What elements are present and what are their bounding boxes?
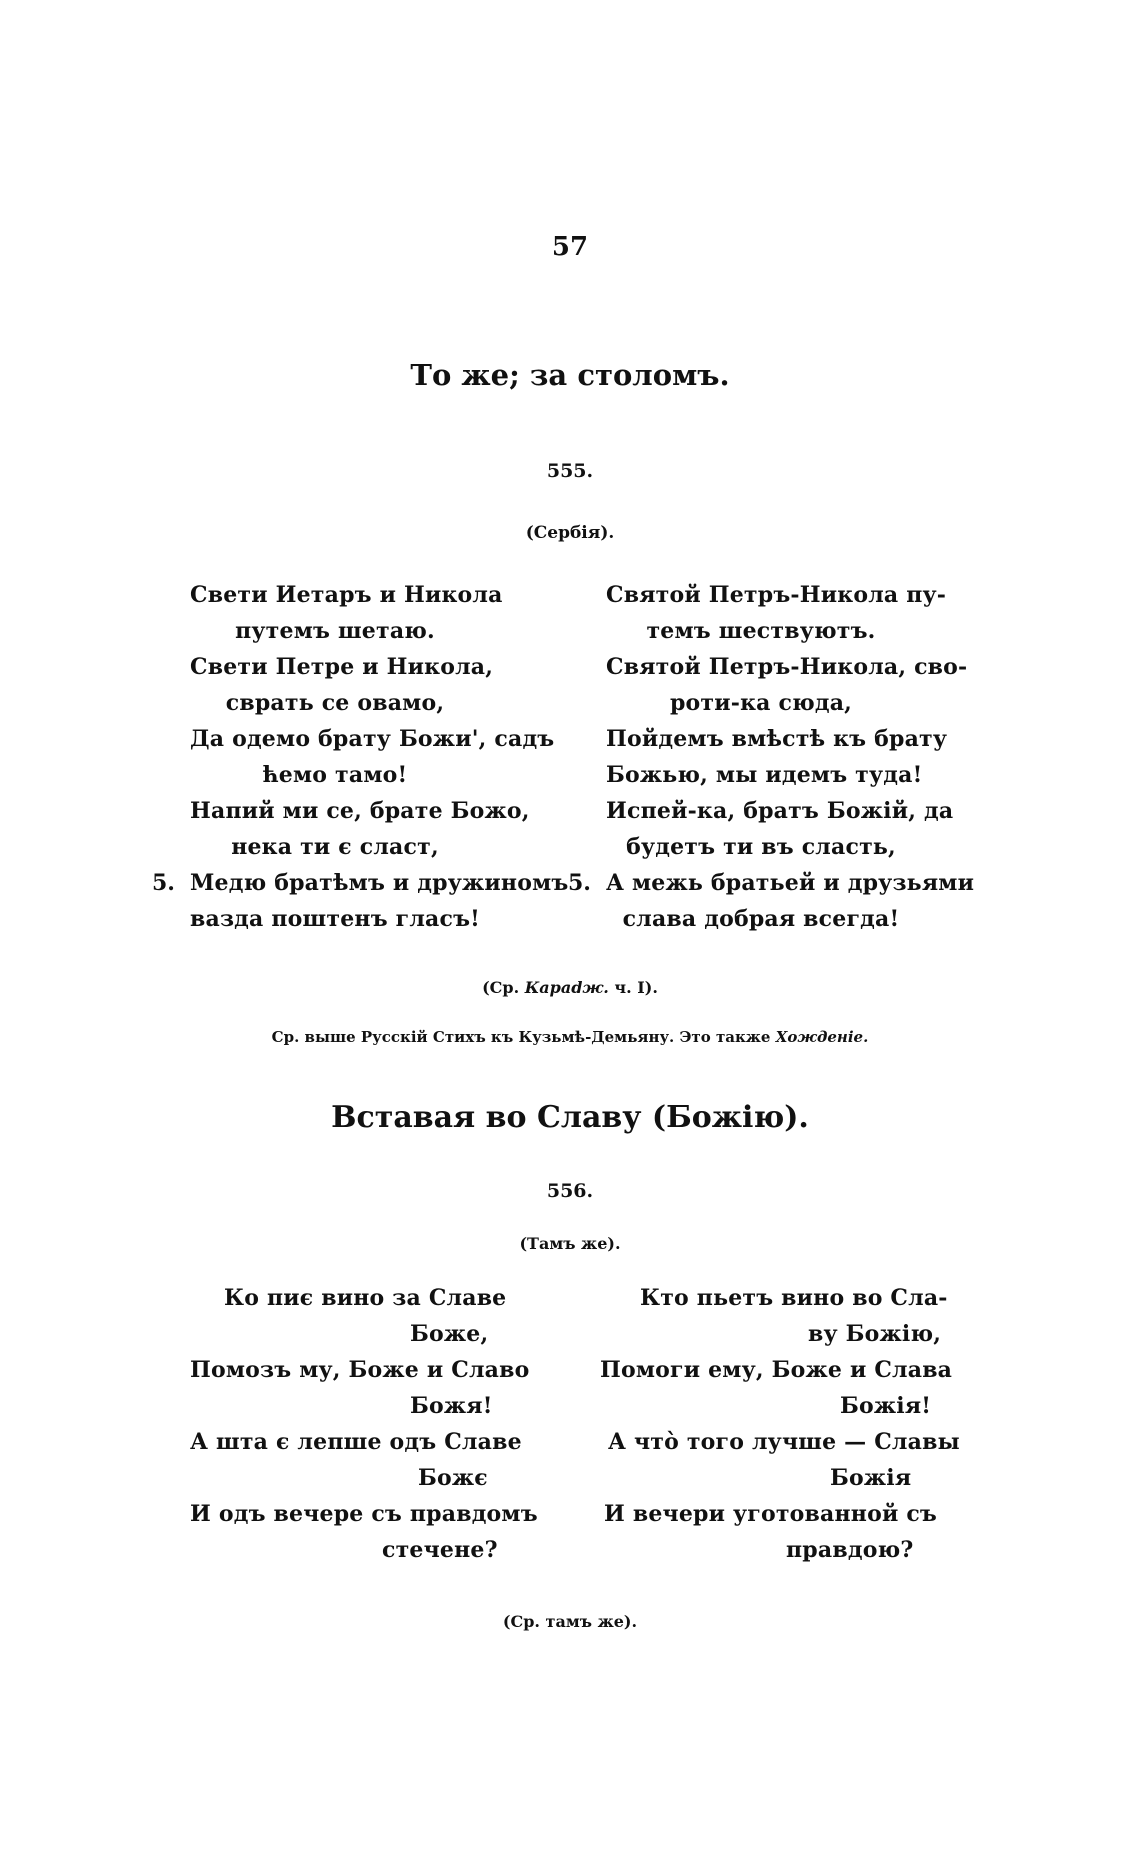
reference-suffix: ч. I).	[614, 978, 658, 997]
verse-line: Святой Петръ-Никола, сво-	[606, 654, 968, 680]
verse-line: Помозъ му, Боже и Славо	[190, 1357, 530, 1383]
verse-line: Свети Иетаръ и Никола	[190, 582, 503, 608]
poem-number-555: 555.	[546, 460, 594, 482]
verse-line: А межь братьей и друзьями	[606, 870, 975, 896]
verse-line: нека ти є сласт,	[231, 834, 439, 860]
verse-line: темъ шествуютъ.	[646, 618, 876, 644]
verse-line: Медю братѣмъ и дружиномъ	[190, 870, 569, 896]
verse-line: Боже,	[410, 1321, 489, 1347]
editorial-note	[0, 1028, 1140, 1046]
verse-line: Свети Петре и Никола,	[190, 654, 494, 680]
poem-number-556: 556.	[546, 1180, 594, 1202]
verse-line: Напий ми се, брате Божо,	[190, 798, 530, 824]
poem-555-left-column	[190, 582, 569, 942]
verse-line: Помоги ему, Боже и Слава	[600, 1357, 953, 1383]
verse-line: Божя!	[410, 1393, 493, 1419]
line-number-left: 5.	[152, 870, 175, 896]
verse-line: стечене?	[382, 1537, 498, 1563]
note-italic: Хожденіе.	[775, 1028, 869, 1046]
section-title-1: То же; за столомъ.	[410, 358, 730, 392]
poem-556-left-column	[190, 1285, 538, 1585]
section-title-2: Вставая во Славу (Божію).	[331, 1100, 809, 1135]
page-number: 57	[551, 232, 589, 262]
verse-line: Божія	[830, 1465, 912, 1491]
verse-line: А шта є лепше одъ Славе	[190, 1429, 522, 1455]
verse-line: Ко пиє вино за Славе	[224, 1285, 507, 1311]
poem-source-2: (Тамъ же).	[519, 1234, 621, 1253]
note-text: Ср. выше Русскій Стихъ къ Кузьмѣ-Демьяну. Это также	[271, 1028, 771, 1046]
poem-555-right-column	[606, 582, 975, 942]
verse-line: Испей-ка, братъ Божій, да	[606, 798, 954, 824]
verse-line: вазда поштенъ гласъ!	[190, 906, 481, 932]
verse-line: сврать се овамо,	[225, 690, 445, 716]
verse-line: И одъ вечере съ правдомъ	[190, 1501, 538, 1527]
verse-line: Святой Петръ-Никола пу-	[606, 582, 947, 608]
reference-italic: Караdж.	[524, 978, 609, 997]
reference-555	[0, 978, 1140, 997]
verse-line: А что̀ того лучше — Славы	[608, 1429, 960, 1455]
verse-line: Кто пьетъ вино во Сла-	[640, 1285, 948, 1311]
verse-line: роти-ка сюда,	[669, 690, 853, 716]
verse-line: слава добрая всегда!	[622, 906, 900, 932]
verse-line: ћемо тамо!	[262, 762, 408, 788]
verse-line: И вечери уготованной съ	[604, 1501, 937, 1527]
line-number-right: 5.	[568, 870, 591, 896]
verse-line: ву Божію,	[808, 1321, 942, 1347]
verse-line: Да одемо брату Божи', садъ	[190, 726, 555, 752]
verse-line: Божія!	[840, 1393, 932, 1419]
verse-line: путемъ шетаю.	[235, 618, 435, 644]
verse-line: правдою?	[786, 1537, 914, 1563]
reference-prefix: (Ср.	[482, 978, 520, 997]
verse-line: будетъ ти въ сласть,	[626, 834, 896, 860]
verse-line: Пойдемъ вмѣстѣ къ брату	[606, 726, 948, 752]
verse-line: Божью, мы идемъ туда!	[606, 762, 923, 788]
poem-556-right-column	[600, 1285, 960, 1585]
poem-source-1: (Сербія).	[525, 523, 615, 543]
verse-line: Божє	[418, 1465, 488, 1491]
reference-556: (Ср. тамъ же).	[502, 1612, 638, 1631]
